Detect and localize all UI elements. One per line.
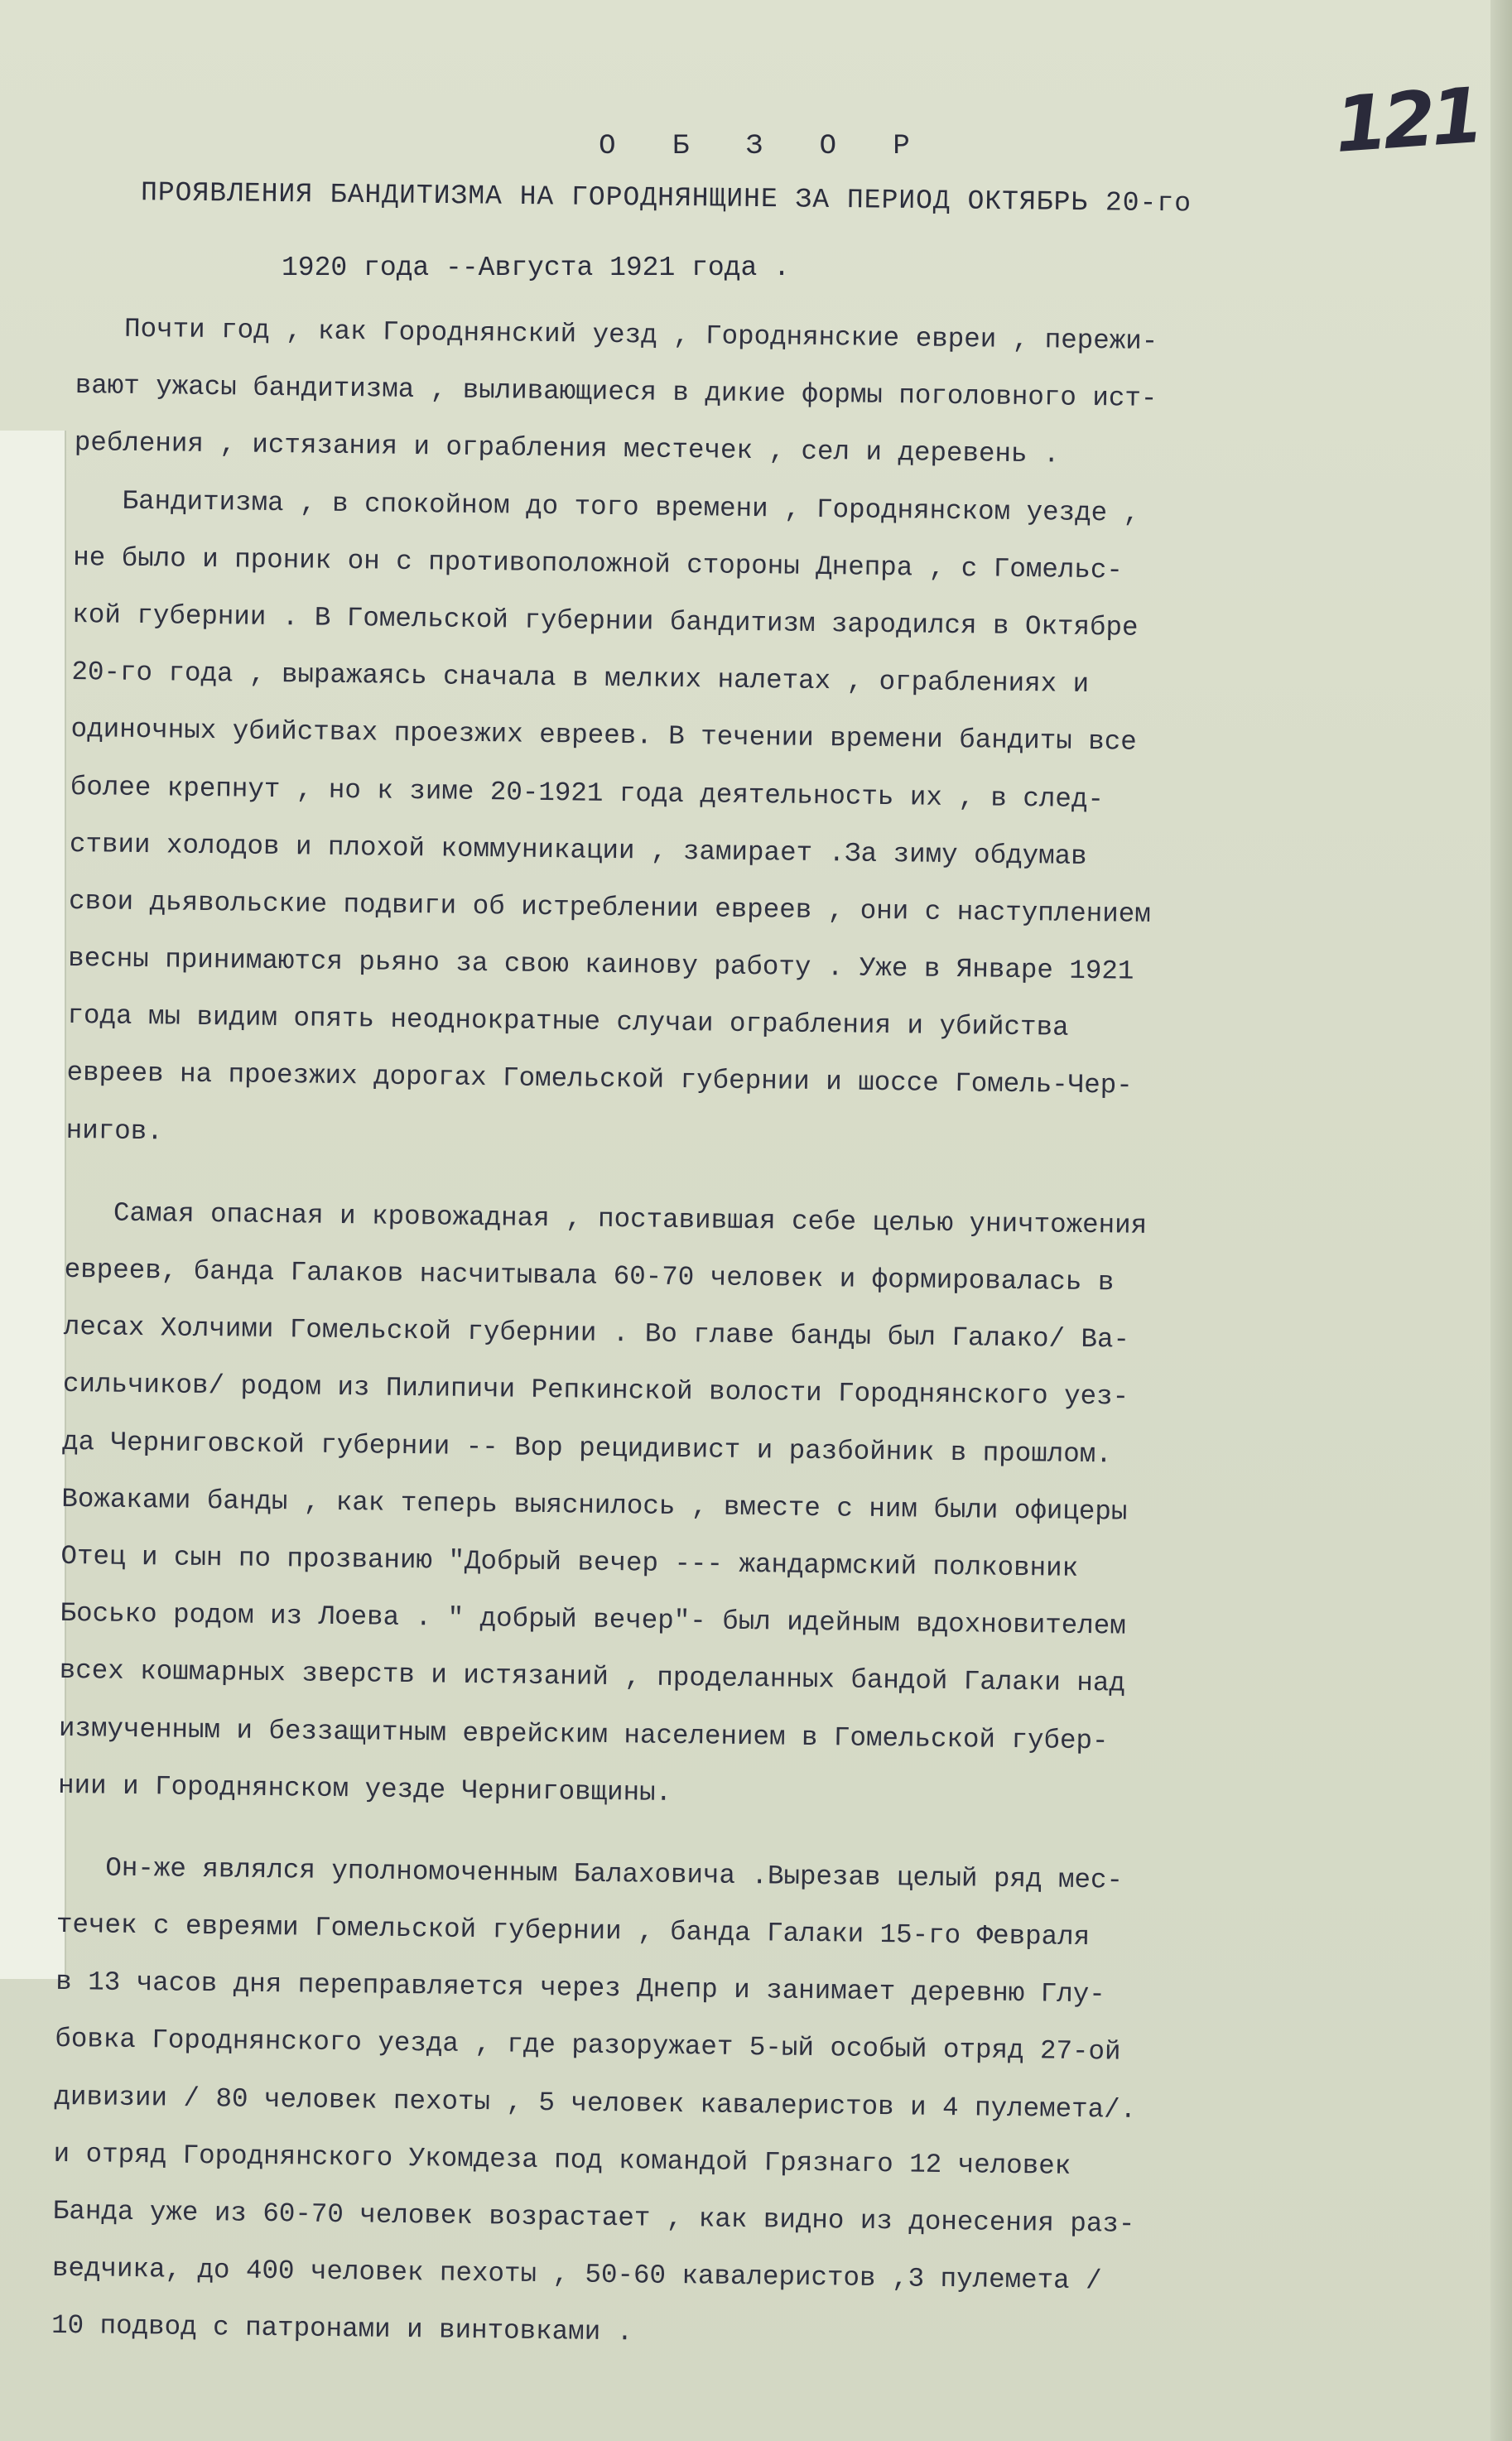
text-line: всех кошмарных зверств и истязаний , проделанных бандой Галаки над	[59, 1655, 1126, 1699]
document-body	[51, 300, 1409, 2371]
document-subtitle: ПРОЯВЛЕНИЯ БАНДИТИЗМА НА ГОРОДНЯНЩИНЕ ЗА ПЕРИОД ОКТЯБРЬ 20-го	[140, 177, 1192, 219]
text-line: и отряд Городнянского Укомдеза под командой Грязнаго 12 человек	[53, 2138, 1071, 2182]
document-title: О Б З О Р	[599, 131, 930, 162]
text-line: ведчика, до 400 человек пехоты , 50-60 кавалеристов ,3 пулемета /	[51, 2253, 1102, 2297]
text-line: Самая опасная и кровожадная , поставившая себе целью уничтожения	[65, 1196, 1148, 1241]
text-line: года мы видим опять неоднократные случаи ограбления и убийства	[67, 1000, 1069, 1043]
text-line: Банда уже из 60-70 человек возрастает , как видно из донесения раз-	[52, 2195, 1135, 2240]
text-line: кой губернии . В Гомельской губернии бандитизм зародился в Октябре	[72, 599, 1139, 643]
text-line: да Черниговской губернии -- Вор рецидивист и разбойник в прошлом.	[61, 1426, 1113, 1470]
folio-number: 121	[1331, 71, 1482, 170]
attached-paper-strip	[0, 431, 66, 1979]
text-line: Босько родом из Лоева . " добрый вечер"- был идейным вдохновителем	[60, 1598, 1126, 1642]
text-line: евреев, банда Галаков насчитывала 60-70 человек и формировалась в	[64, 1254, 1115, 1298]
text-line: ствии холодов и плохой коммуникации , замирает .За зиму обдумав	[69, 828, 1087, 872]
text-line: Почти год , как Городнянский уезд , Городнянские евреи , пережи-	[75, 312, 1158, 357]
text-line: 10 подвод с патронами и винтовками .	[51, 2310, 633, 2348]
text-line: нии и Городнянском уезде Черниговщины.	[57, 1769, 672, 1808]
text-line: измученным и беззащитным еврейским населением в Гомельской губер-	[58, 1712, 1109, 1756]
text-line: дивизии / 80 человек пехоты , 5 человек кавалеристов и 4 пулемета/.	[54, 2081, 1137, 2126]
text-line: Бандитизма , в спокойном до того времени , Городнянском уезде ,	[73, 484, 1140, 529]
text-line: течек с евреями Гомельской губернии , банда Галаки 15-го Февраля	[55, 1909, 1091, 1953]
text-line: Вожаками банды , как теперь выяснилось , вместе с ним были офицеры	[61, 1483, 1128, 1528]
text-line: ребления , истязания и ограбления местечек , сел и деревень .	[74, 427, 1060, 470]
text-line: нигов.	[65, 1115, 163, 1147]
paragraph	[65, 472, 1407, 1176]
paragraph	[51, 1839, 1390, 2371]
page-edge	[1490, 0, 1512, 2441]
text-line: более крепнут , но к зиме 20-1921 года деятельность их , в след-	[70, 771, 1105, 815]
text-line: вают ужасы бандитизма , выливающиеся в дикие формы поголовного ист-	[75, 370, 1158, 415]
text-line: Отец и сын по прозванию "Добрый вечер --- жандармский полковник	[60, 1540, 1079, 1584]
text-line: 20-го года , выражаясь сначала в мелких налетах , ограблениях и	[71, 657, 1090, 701]
text-line: не было и проник он с противоположной стороны Днепра , с Гомельс-	[72, 542, 1124, 586]
text-line: одиночных убийствах проезжих евреев. В течении времени бандиты все	[70, 714, 1138, 758]
paragraph	[58, 1184, 1399, 1831]
paragraph	[74, 300, 1408, 488]
text-line: в 13 часов дня переправляется через Днепр и занимает деревню Глу-	[55, 1967, 1106, 2010]
text-line: весны принимаются рьяно за свою каинову работу . Уже в Январе 1921	[68, 943, 1134, 987]
document-period: 1920 года --Августа 1921 года .	[282, 253, 790, 283]
text-line: евреев на проезжих дорогах Гомельской губернии и шоссе Гомель-Чер-	[66, 1057, 1133, 1102]
text-line: бовка Городнянского уезда , где разоружает 5-ый особый отряд 27-ой	[55, 2024, 1121, 2068]
text-line: свои дьявольские подвиги об истреблении евреев , они с наступлением	[68, 885, 1151, 930]
text-line: сильчиков/ родом из Пилипичи Репкинской волости Городнянского уез-	[62, 1369, 1129, 1413]
text-line: Он-же являлся уполномоченным Балаховича .Вырезав целый ряд мес-	[56, 1851, 1124, 1896]
text-line: лесах Холчими Гомельской губернии . Во главе банды был Галако/ Ва-	[63, 1312, 1130, 1355]
